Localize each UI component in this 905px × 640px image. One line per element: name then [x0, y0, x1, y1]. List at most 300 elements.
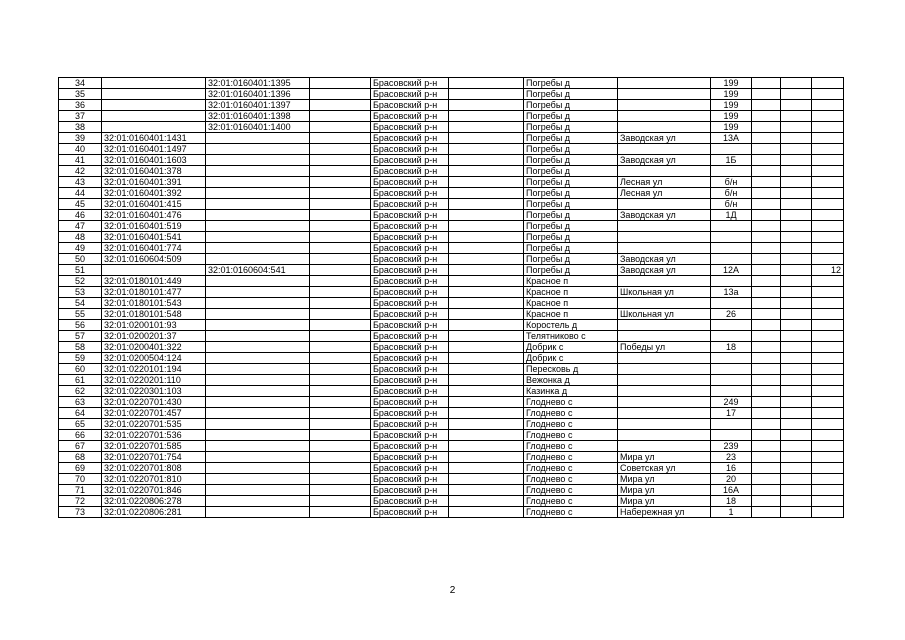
cadastral-number-alt-cell	[206, 452, 310, 463]
cadastral-number-alt-cell	[206, 353, 310, 364]
blank-cell	[310, 485, 371, 496]
blank-cell	[449, 496, 524, 507]
cadastral-number-alt-cell	[206, 276, 310, 287]
blank-cell	[449, 243, 524, 254]
district-cell: Брасовский р-н	[371, 386, 449, 397]
settlement-cell: Погребы д	[524, 155, 618, 166]
blank-cell	[310, 474, 371, 485]
settlement-cell: Погребы д	[524, 111, 618, 122]
cadastral-number-alt-cell	[206, 474, 310, 485]
district-cell: Брасовский р-н	[371, 177, 449, 188]
blank-cell	[752, 166, 781, 177]
district-cell: Брасовский р-н	[371, 463, 449, 474]
blank-cell	[449, 298, 524, 309]
district-cell: Брасовский р-н	[371, 496, 449, 507]
cadastral-number-alt-cell	[206, 155, 310, 166]
blank-cell	[752, 364, 781, 375]
extra-value-cell	[812, 474, 844, 485]
cadastral-number-cell: 32:01:0200504:124	[102, 353, 206, 364]
cadastral-number-cell: 32:01:0160401:476	[102, 210, 206, 221]
cadastral-number-cell	[102, 78, 206, 89]
row-number-cell: 38	[59, 122, 102, 133]
settlement-cell: Телятниково с	[524, 331, 618, 342]
street-cell	[618, 430, 711, 441]
blank-cell	[752, 397, 781, 408]
blank-cell	[781, 78, 812, 89]
house-number-cell	[711, 254, 752, 265]
table-row	[59, 419, 844, 430]
extra-value-cell	[812, 452, 844, 463]
district-cell: Брасовский р-н	[371, 474, 449, 485]
district-cell: Брасовский р-н	[371, 419, 449, 430]
street-cell	[618, 89, 711, 100]
blank-cell	[781, 474, 812, 485]
cadastral-number-cell: 32:01:0220701:536	[102, 430, 206, 441]
blank-cell	[310, 133, 371, 144]
extra-value-cell	[812, 100, 844, 111]
table-row	[59, 254, 844, 265]
row-number-cell: 52	[59, 276, 102, 287]
settlement-cell: Погребы д	[524, 254, 618, 265]
extra-value-cell: 12	[812, 265, 844, 276]
settlement-cell: Добрик с	[524, 342, 618, 353]
house-number-cell: 18	[711, 496, 752, 507]
cadastral-number-alt-cell	[206, 485, 310, 496]
district-cell: Брасовский р-н	[371, 331, 449, 342]
table-row	[59, 474, 844, 485]
blank-cell	[781, 430, 812, 441]
blank-cell	[449, 419, 524, 430]
blank-cell	[449, 342, 524, 353]
row-number-cell: 43	[59, 177, 102, 188]
blank-cell	[781, 298, 812, 309]
blank-cell	[752, 386, 781, 397]
cadastral-number-alt-cell	[206, 221, 310, 232]
extra-value-cell	[812, 397, 844, 408]
cadastral-number-alt-cell	[206, 177, 310, 188]
blank-cell	[752, 331, 781, 342]
settlement-cell: Погребы д	[524, 243, 618, 254]
house-number-cell: 16А	[711, 485, 752, 496]
cadastral-number-cell: 32:01:0160401:519	[102, 221, 206, 232]
house-number-cell: 13а	[711, 287, 752, 298]
blank-cell	[752, 287, 781, 298]
blank-cell	[310, 496, 371, 507]
blank-cell	[449, 353, 524, 364]
district-cell: Брасовский р-н	[371, 100, 449, 111]
blank-cell	[781, 111, 812, 122]
extra-value-cell	[812, 188, 844, 199]
district-cell: Брасовский р-н	[371, 265, 449, 276]
street-cell	[618, 386, 711, 397]
blank-cell	[781, 166, 812, 177]
blank-cell	[449, 265, 524, 276]
settlement-cell: Погребы д	[524, 188, 618, 199]
house-number-cell	[711, 320, 752, 331]
blank-cell	[310, 265, 371, 276]
row-number-cell: 72	[59, 496, 102, 507]
district-cell: Брасовский р-н	[371, 254, 449, 265]
extra-value-cell	[812, 364, 844, 375]
page-number: 2	[449, 585, 456, 596]
blank-cell	[310, 78, 371, 89]
settlement-cell: Погребы д	[524, 210, 618, 221]
cadastral-number-alt-cell	[206, 496, 310, 507]
blank-cell	[449, 210, 524, 221]
settlement-cell: Красное п	[524, 276, 618, 287]
house-number-cell	[711, 298, 752, 309]
blank-cell	[310, 254, 371, 265]
blank-cell	[449, 221, 524, 232]
blank-cell	[310, 507, 371, 518]
cadastral-number-alt-cell: 32:01:0160401:1397	[206, 100, 310, 111]
street-cell: Заводская ул	[618, 133, 711, 144]
settlement-cell: Погребы д	[524, 100, 618, 111]
blank-cell	[310, 364, 371, 375]
settlement-cell: Погребы д	[524, 133, 618, 144]
cadastral-number-alt-cell	[206, 364, 310, 375]
cadastral-number-cell: 32:01:0220806:278	[102, 496, 206, 507]
blank-cell	[449, 122, 524, 133]
blank-cell	[449, 188, 524, 199]
district-cell: Брасовский р-н	[371, 452, 449, 463]
blank-cell	[449, 232, 524, 243]
district-cell: Брасовский р-н	[371, 199, 449, 210]
street-cell	[618, 364, 711, 375]
blank-cell	[781, 100, 812, 111]
blank-cell	[752, 474, 781, 485]
cadastral-number-cell: 32:01:0220806:281	[102, 507, 206, 518]
blank-cell	[310, 232, 371, 243]
district-cell: Брасовский р-н	[371, 342, 449, 353]
row-number-cell: 50	[59, 254, 102, 265]
table-row	[59, 243, 844, 254]
district-cell: Брасовский р-н	[371, 243, 449, 254]
extra-value-cell	[812, 419, 844, 430]
house-number-cell: 12А	[711, 265, 752, 276]
blank-cell	[310, 287, 371, 298]
extra-value-cell	[812, 496, 844, 507]
street-cell: Победы ул	[618, 342, 711, 353]
extra-value-cell	[812, 133, 844, 144]
cadastral-number-alt-cell: 32:01:0160401:1400	[206, 122, 310, 133]
settlement-cell: Погребы д	[524, 144, 618, 155]
blank-cell	[781, 353, 812, 364]
table-row	[59, 100, 844, 111]
blank-cell	[781, 122, 812, 133]
district-cell: Брасовский р-н	[371, 430, 449, 441]
blank-cell	[752, 353, 781, 364]
blank-cell	[752, 430, 781, 441]
row-number-cell: 39	[59, 133, 102, 144]
cadastral-number-cell: 32:01:0220301:103	[102, 386, 206, 397]
blank-cell	[449, 397, 524, 408]
blank-cell	[310, 155, 371, 166]
extra-value-cell	[812, 232, 844, 243]
blank-cell	[449, 430, 524, 441]
blank-cell	[781, 397, 812, 408]
street-cell	[618, 298, 711, 309]
cadastral-number-cell: 32:01:0180101:449	[102, 276, 206, 287]
street-cell	[618, 353, 711, 364]
row-number-cell: 66	[59, 430, 102, 441]
district-cell: Брасовский р-н	[371, 89, 449, 100]
table-row	[59, 232, 844, 243]
blank-cell	[752, 485, 781, 496]
table-row	[59, 111, 844, 122]
blank-cell	[449, 507, 524, 518]
settlement-cell: Погребы д	[524, 166, 618, 177]
extra-value-cell	[812, 386, 844, 397]
row-number-cell: 41	[59, 155, 102, 166]
blank-cell	[310, 100, 371, 111]
extra-value-cell	[812, 122, 844, 133]
cadastral-number-cell: 32:01:0220701:585	[102, 441, 206, 452]
table-row	[59, 463, 844, 474]
blank-cell	[752, 342, 781, 353]
blank-cell	[449, 408, 524, 419]
row-number-cell: 59	[59, 353, 102, 364]
extra-value-cell	[812, 287, 844, 298]
blank-cell	[449, 375, 524, 386]
cadastral-number-cell: 32:01:0160401:415	[102, 199, 206, 210]
street-cell	[618, 122, 711, 133]
blank-cell	[449, 89, 524, 100]
blank-cell	[310, 397, 371, 408]
blank-cell	[449, 463, 524, 474]
table-row	[59, 177, 844, 188]
street-cell	[618, 397, 711, 408]
settlement-cell: Глоднево с	[524, 452, 618, 463]
blank-cell	[781, 507, 812, 518]
street-cell: Лесная ул	[618, 188, 711, 199]
blank-cell	[781, 254, 812, 265]
house-number-cell	[711, 364, 752, 375]
cadastral-number-cell: 32:01:0200101:93	[102, 320, 206, 331]
cadastral-number-cell: 32:01:0160604:509	[102, 254, 206, 265]
blank-cell	[781, 364, 812, 375]
settlement-cell: Погребы д	[524, 177, 618, 188]
blank-cell	[449, 485, 524, 496]
house-number-cell: 26	[711, 309, 752, 320]
street-cell: Советская ул	[618, 463, 711, 474]
street-cell	[618, 100, 711, 111]
cadastral-number-cell: 32:01:0160401:774	[102, 243, 206, 254]
row-number-cell: 54	[59, 298, 102, 309]
table-row	[59, 342, 844, 353]
street-cell: Заводская ул	[618, 210, 711, 221]
blank-cell	[310, 342, 371, 353]
settlement-cell: Погребы д	[524, 265, 618, 276]
street-cell: Набережная ул	[618, 507, 711, 518]
blank-cell	[449, 177, 524, 188]
street-cell	[618, 232, 711, 243]
row-number-cell: 56	[59, 320, 102, 331]
street-cell	[618, 78, 711, 89]
table-row	[59, 155, 844, 166]
blank-cell	[449, 100, 524, 111]
district-cell: Брасовский р-н	[371, 78, 449, 89]
cadastral-number-alt-cell	[206, 243, 310, 254]
extra-value-cell	[812, 210, 844, 221]
blank-cell	[781, 375, 812, 386]
blank-cell	[310, 89, 371, 100]
settlement-cell: Погребы д	[524, 221, 618, 232]
district-cell: Брасовский р-н	[371, 155, 449, 166]
house-number-cell: 18	[711, 342, 752, 353]
extra-value-cell	[812, 353, 844, 364]
blank-cell	[310, 210, 371, 221]
house-number-cell: 1	[711, 507, 752, 518]
blank-cell	[310, 375, 371, 386]
settlement-cell: Погребы д	[524, 89, 618, 100]
extra-value-cell	[812, 430, 844, 441]
cadastral-number-alt-cell	[206, 386, 310, 397]
extra-value-cell	[812, 463, 844, 474]
blank-cell	[781, 309, 812, 320]
district-cell: Брасовский р-н	[371, 485, 449, 496]
street-cell	[618, 166, 711, 177]
house-number-cell: 199	[711, 89, 752, 100]
district-cell: Брасовский р-н	[371, 144, 449, 155]
row-number-cell: 47	[59, 221, 102, 232]
house-number-cell	[711, 430, 752, 441]
blank-cell	[752, 78, 781, 89]
row-number-cell: 70	[59, 474, 102, 485]
blank-cell	[781, 331, 812, 342]
cadastral-number-alt-cell: 32:01:0160401:1396	[206, 89, 310, 100]
settlement-cell: Глоднево с	[524, 496, 618, 507]
cadastral-number-alt-cell	[206, 210, 310, 221]
cadastral-number-alt-cell	[206, 232, 310, 243]
table-row	[59, 144, 844, 155]
blank-cell	[752, 298, 781, 309]
blank-cell	[752, 496, 781, 507]
extra-value-cell	[812, 331, 844, 342]
row-number-cell: 53	[59, 287, 102, 298]
row-number-cell: 48	[59, 232, 102, 243]
blank-cell	[310, 243, 371, 254]
blank-cell	[449, 441, 524, 452]
extra-value-cell	[812, 441, 844, 452]
extra-value-cell	[812, 342, 844, 353]
table-row	[59, 353, 844, 364]
cadastral-number-cell: 32:01:0220701:810	[102, 474, 206, 485]
row-number-cell: 60	[59, 364, 102, 375]
blank-cell	[310, 177, 371, 188]
cadastral-number-alt-cell: 32:01:0160401:1395	[206, 78, 310, 89]
cadastral-number-cell	[102, 89, 206, 100]
row-number-cell: 69	[59, 463, 102, 474]
settlement-cell: Красное п	[524, 287, 618, 298]
table-row	[59, 210, 844, 221]
street-cell	[618, 331, 711, 342]
cadastral-number-alt-cell	[206, 463, 310, 474]
settlement-cell: Глоднево с	[524, 485, 618, 496]
settlement-cell: Глоднево с	[524, 419, 618, 430]
extra-value-cell	[812, 507, 844, 518]
blank-cell	[781, 342, 812, 353]
row-number-cell: 63	[59, 397, 102, 408]
house-number-cell: 199	[711, 122, 752, 133]
house-number-cell	[711, 243, 752, 254]
district-cell: Брасовский р-н	[371, 320, 449, 331]
table-row	[59, 89, 844, 100]
district-cell: Брасовский р-н	[371, 232, 449, 243]
table-row	[59, 78, 844, 89]
table-row	[59, 320, 844, 331]
house-number-cell: 249	[711, 397, 752, 408]
extra-value-cell	[812, 485, 844, 496]
street-cell: Заводская ул	[618, 155, 711, 166]
street-cell	[618, 375, 711, 386]
cadastral-number-alt-cell	[206, 199, 310, 210]
blank-cell	[449, 155, 524, 166]
extra-value-cell	[812, 320, 844, 331]
street-cell	[618, 243, 711, 254]
extra-value-cell	[812, 254, 844, 265]
table-row	[59, 221, 844, 232]
blank-cell	[781, 265, 812, 276]
cadastral-number-cell: 32:01:0220101:194	[102, 364, 206, 375]
row-number-cell: 45	[59, 199, 102, 210]
street-cell	[618, 419, 711, 430]
street-cell	[618, 320, 711, 331]
blank-cell	[310, 199, 371, 210]
blank-cell	[310, 320, 371, 331]
settlement-cell: Глоднево с	[524, 408, 618, 419]
street-cell: Мира ул	[618, 474, 711, 485]
cadastral-number-alt-cell: 32:01:0160401:1398	[206, 111, 310, 122]
district-cell: Брасовский р-н	[371, 210, 449, 221]
cadastral-number-cell: 32:01:0160401:1603	[102, 155, 206, 166]
row-number-cell: 71	[59, 485, 102, 496]
house-number-cell	[711, 276, 752, 287]
table-row	[59, 265, 844, 276]
cadastral-number-cell: 32:01:0160401:378	[102, 166, 206, 177]
blank-cell	[449, 287, 524, 298]
blank-cell	[449, 386, 524, 397]
settlement-cell: Глоднево с	[524, 397, 618, 408]
blank-cell	[752, 441, 781, 452]
table-row	[59, 386, 844, 397]
row-number-cell: 67	[59, 441, 102, 452]
row-number-cell: 61	[59, 375, 102, 386]
blank-cell	[781, 408, 812, 419]
blank-cell	[752, 177, 781, 188]
blank-cell	[752, 232, 781, 243]
cadastral-number-alt-cell	[206, 430, 310, 441]
district-cell: Брасовский р-н	[371, 287, 449, 298]
blank-cell	[781, 485, 812, 496]
row-number-cell: 49	[59, 243, 102, 254]
blank-cell	[781, 441, 812, 452]
cadastral-number-cell	[102, 122, 206, 133]
settlement-cell: Погребы д	[524, 122, 618, 133]
blank-cell	[752, 276, 781, 287]
table-row	[59, 122, 844, 133]
house-number-cell	[711, 375, 752, 386]
blank-cell	[752, 507, 781, 518]
district-cell: Брасовский р-н	[371, 408, 449, 419]
cadastral-number-alt-cell	[206, 507, 310, 518]
extra-value-cell	[812, 144, 844, 155]
district-cell: Брасовский р-н	[371, 441, 449, 452]
blank-cell	[449, 254, 524, 265]
extra-value-cell	[812, 408, 844, 419]
house-number-cell	[711, 331, 752, 342]
table-row	[59, 133, 844, 144]
